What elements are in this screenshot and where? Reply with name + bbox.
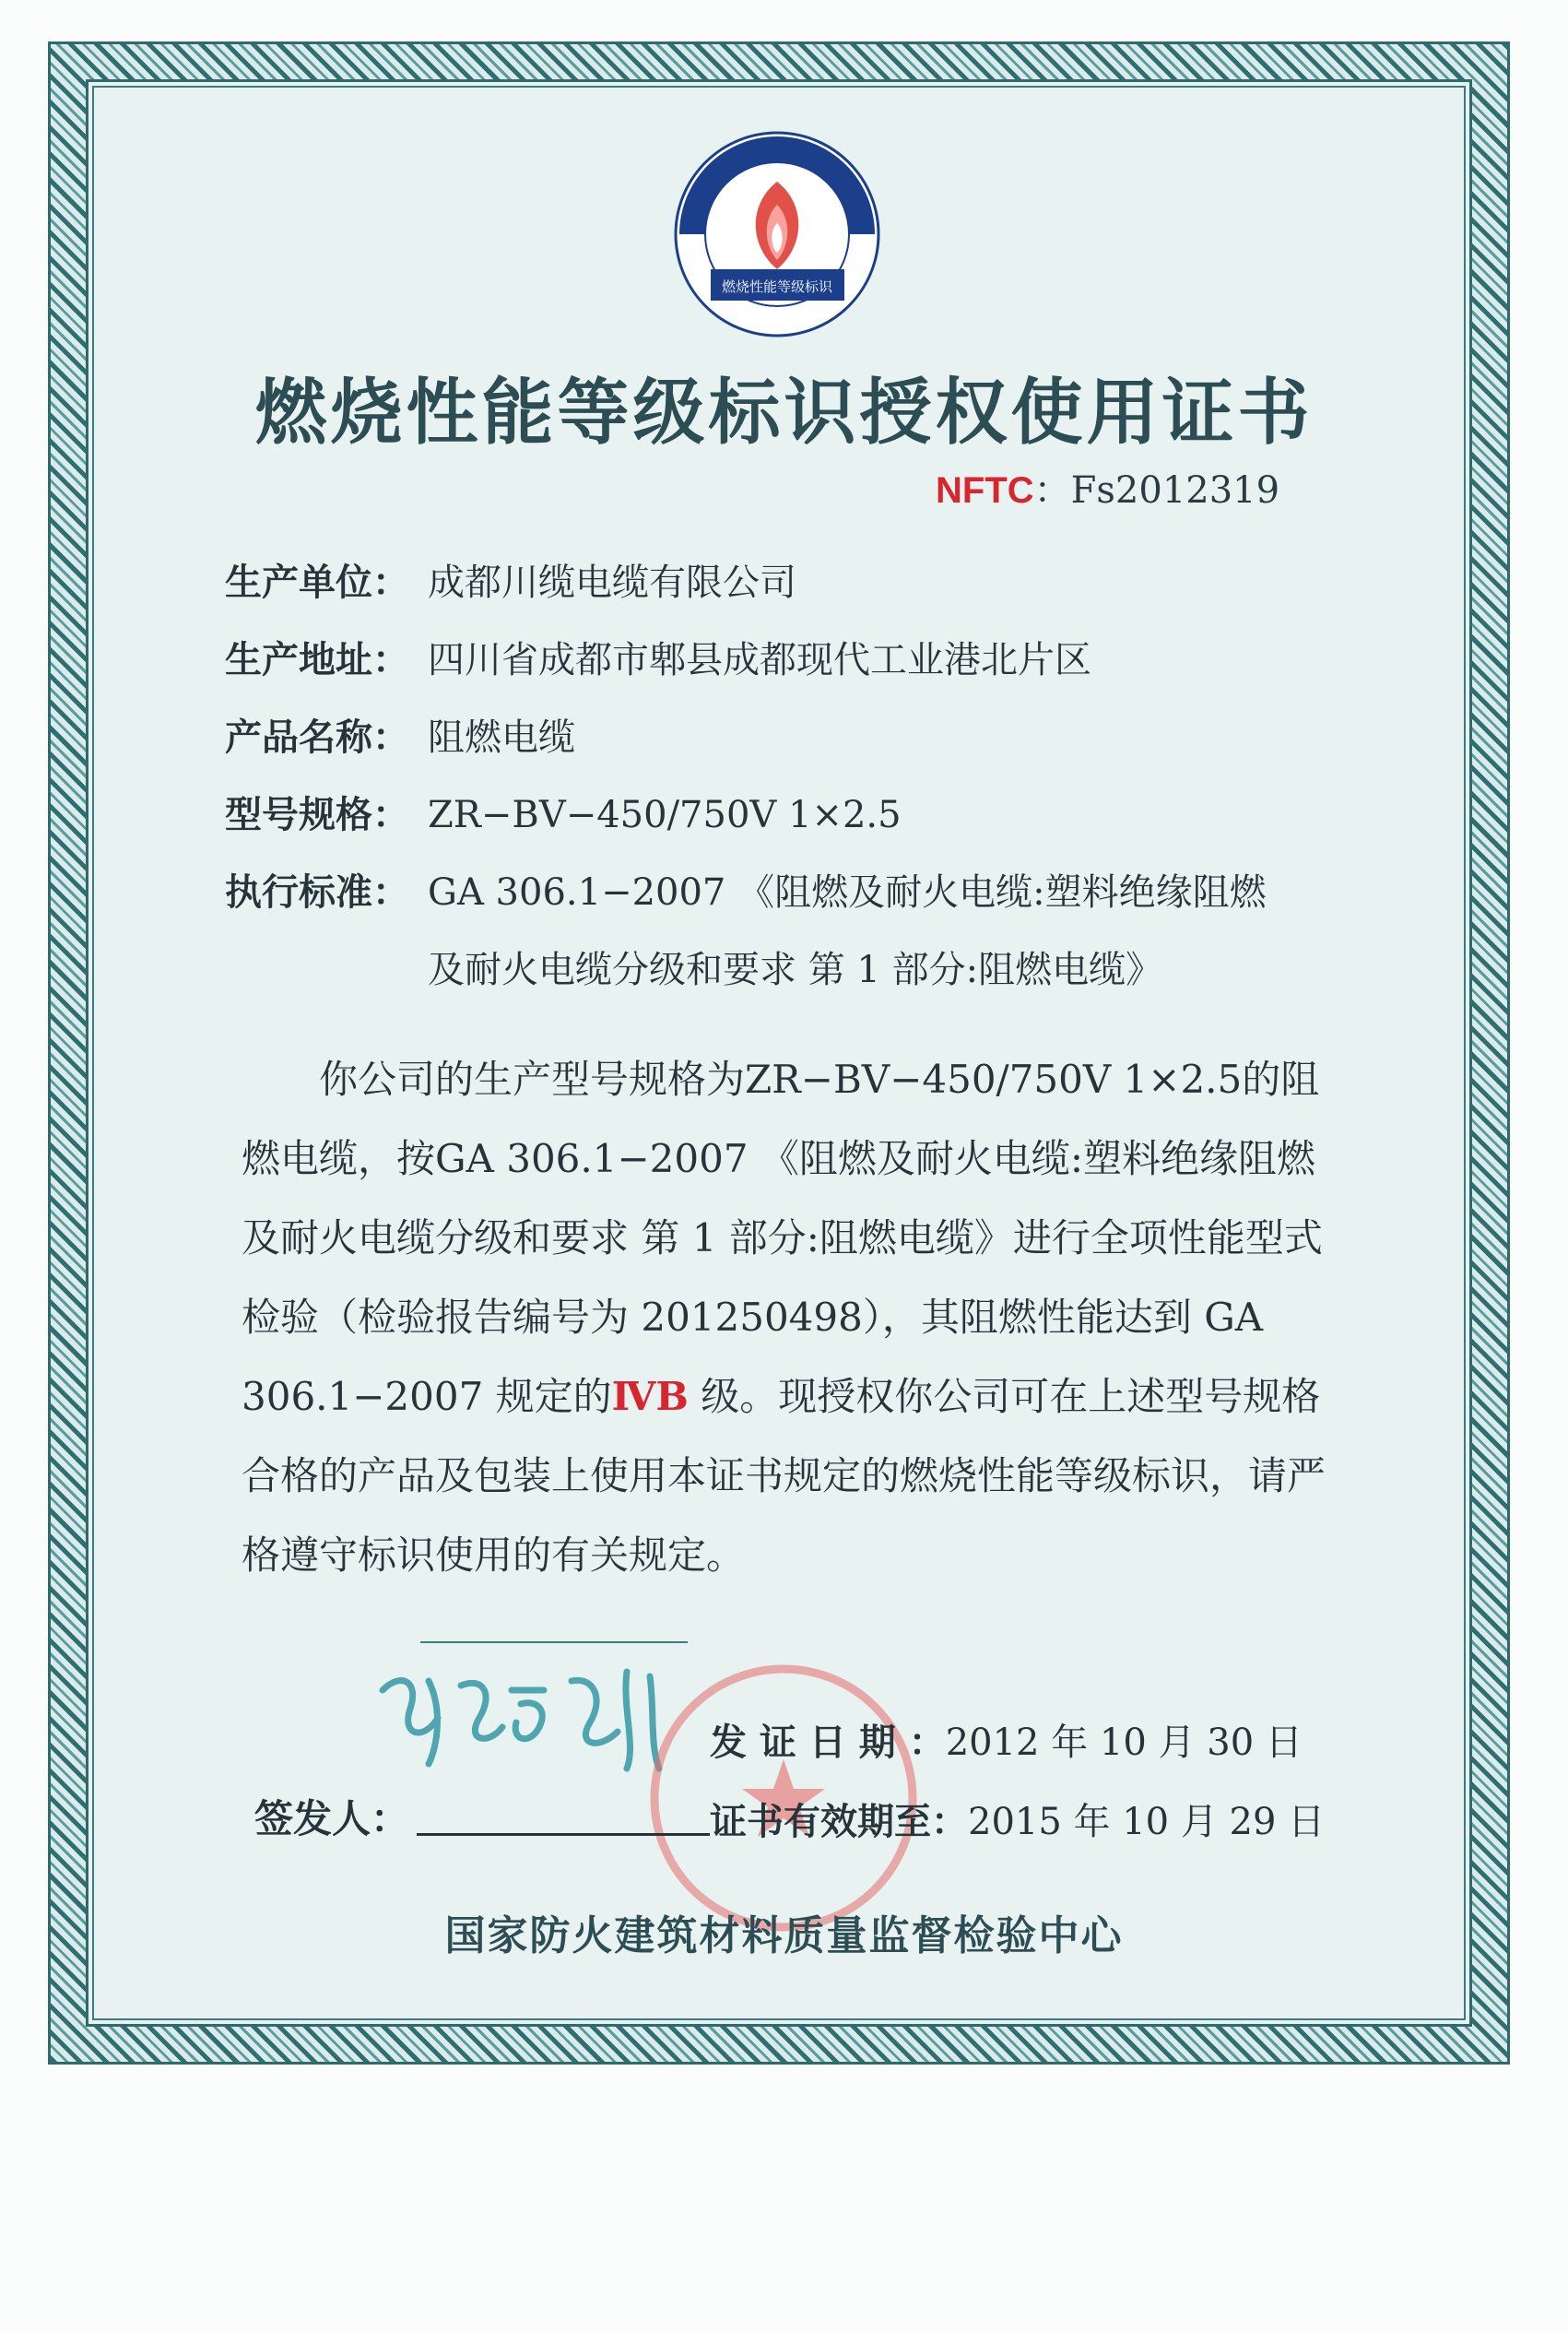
certificate-number (936, 461, 1279, 514)
issue-date-label: 发 证 日 期 ： (710, 1722, 946, 1764)
field-standard (225, 863, 1267, 916)
certificate-title: 燃烧性能等级标识授权使用证书 (254, 372, 1314, 455)
signer-line (417, 1833, 710, 1836)
field-value: 成都川缆电缆有限公司 (428, 562, 796, 604)
field-label: 生产单位： (225, 562, 409, 604)
paragraph-text-after: 级。现授权你公司可在上述型号规格合格的产品及包装上使用本证书规定的燃烧性能等级标识，请严格遵守标识使用的有关规定。 (242, 1374, 1326, 1578)
field-standard-continuation: 及耐火电缆分级和要求 第 1 部分:阻燃电缆》 (428, 949, 1163, 991)
field-value: 四川省成都市郫县成都现代工业港北片区 (428, 639, 1091, 681)
field-label: 执行标准： (225, 871, 409, 914)
field-value: 阻燃电缆 (428, 716, 575, 759)
authorization-paragraph (242, 1040, 1329, 1595)
field-manufacturer (225, 553, 796, 606)
emblem-caption: 燃烧性能等级标识 (721, 278, 833, 295)
field-product-name (225, 708, 575, 761)
field-label: 生产地址： (225, 639, 409, 681)
cert-number-value: Fs2012319 (1070, 469, 1280, 512)
handwritten-signature (373, 1653, 691, 1773)
paragraph-text-before: 你公司的生产型号规格为ZR−BV−450/750V 1×2.5的阻燃电缆，按GA 306.1−2007 《阻燃及耐火电缆:塑料绝缘阻燃及耐火电缆分级和要求 第 1 部分:阻燃电缆》进行全项性能型式检验（检验报告编号为 201250498），其阻燃性能达到 GA 306.1−2007 规定的 (242, 1057, 1323, 1419)
issuing-authority: 国家防火建筑材料质量监督检验中心 (444, 1912, 1124, 1959)
issue-date-value: 2012 年 10 月 30 日 (945, 1722, 1303, 1764)
field-label: 型号规格： (225, 794, 409, 836)
expiry-date-value: 2015 年 10 月 29 日 (968, 1801, 1326, 1843)
field-value: ZR−BV−450/750V 1×2.5 (428, 794, 902, 836)
expiry-date-row (710, 1793, 1325, 1845)
issue-date-row (710, 1713, 1303, 1766)
expiry-date-label: 证书有效期至： (710, 1801, 968, 1843)
signature-rule (420, 1641, 688, 1643)
field-value: GA 306.1−2007 《阻燃及耐火电缆:塑料绝缘阻燃 (428, 871, 1267, 914)
fire-grade: ⅣB (611, 1374, 689, 1419)
cert-number-separator: ： (1033, 469, 1071, 512)
cert-number-prefix: NFTC (936, 470, 1034, 511)
field-label: 产品名称： (225, 716, 409, 759)
field-address (225, 631, 1091, 683)
center-emblem-logo (674, 131, 881, 338)
field-model-spec (225, 786, 902, 838)
signer-label: 签发人： (254, 1796, 410, 1841)
